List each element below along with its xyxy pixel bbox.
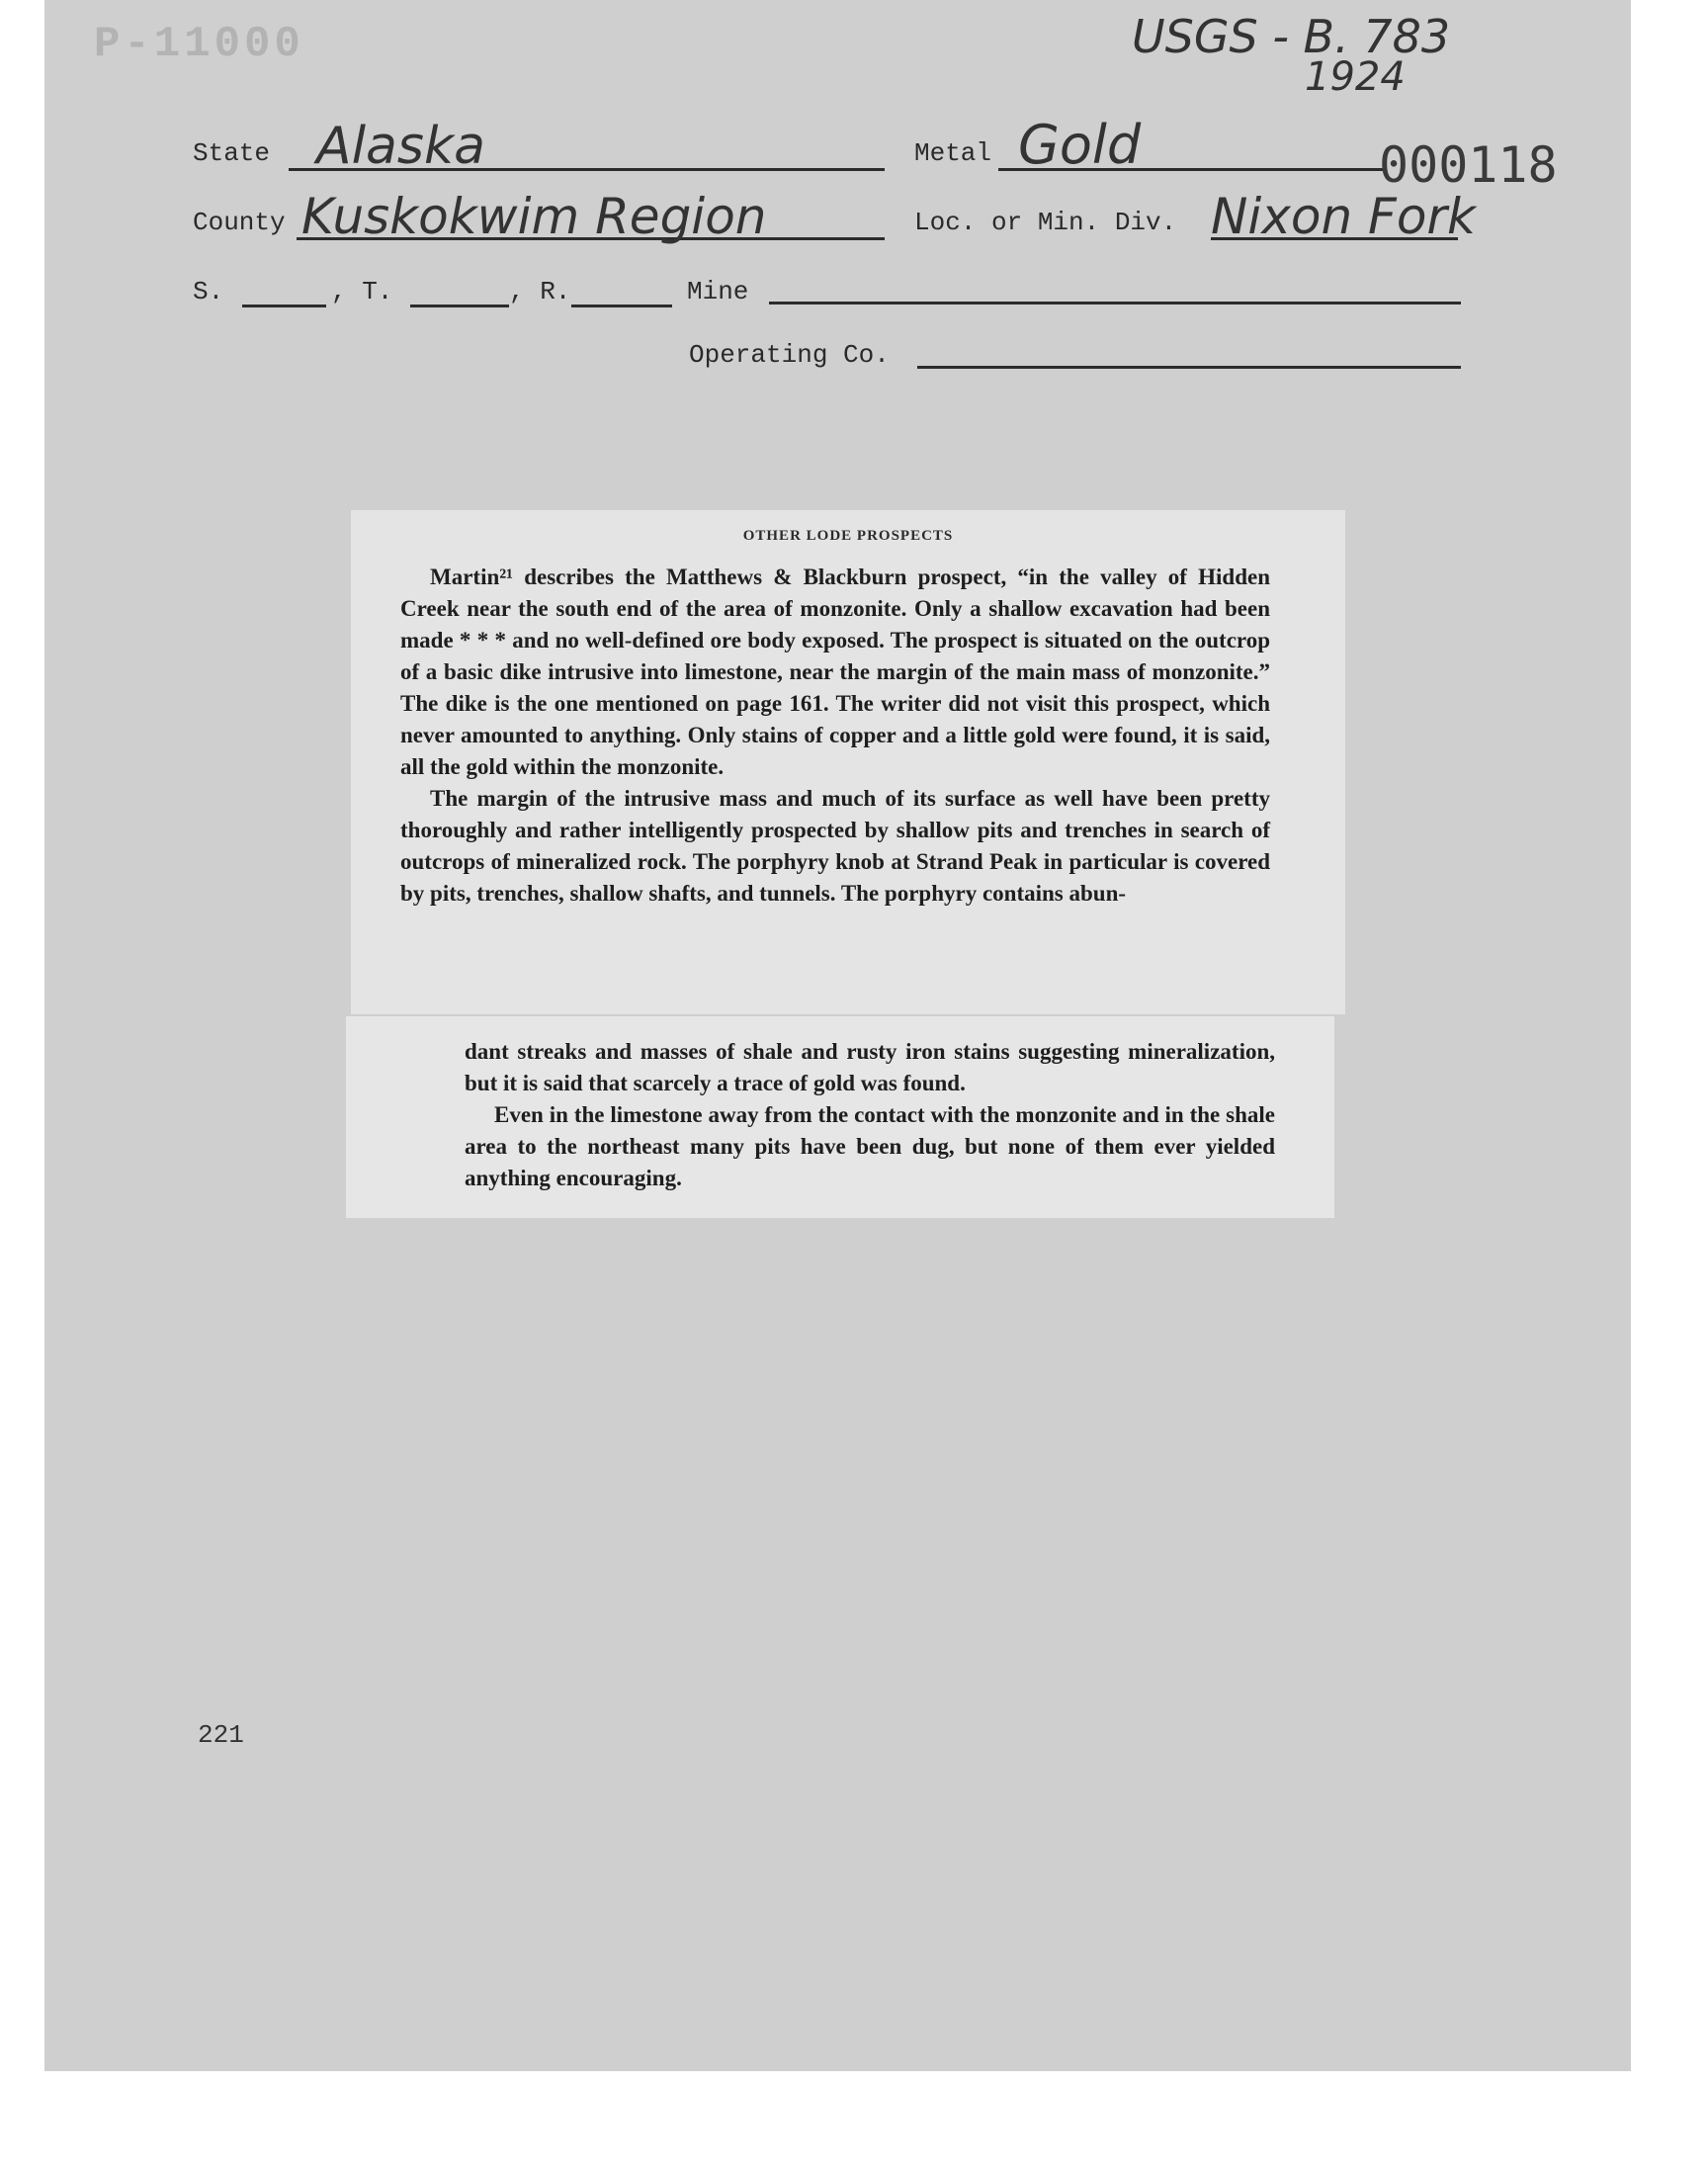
clipping-upper [351, 510, 1345, 1014]
metal-label: Metal [914, 138, 992, 168]
paragraph-1: Martin²¹ describes the Matthews & Blackburn prospect, “in the valley of Hidden Creek near the south end of the area of monzonite. Only a shallow excavation had been made * * * and no well-defined ore body exposed. The prospect is situated on the outcrop of a basic dike intrusive into limestone, near the margin of the main mass of monzonite.” The dike is the one mentioned on page 161. The writer did not visit this prospect, which never amounted to anything. Only stains of copper and a little gold were found, it is said, all the gold within the monzonite. [400, 565, 1270, 779]
stamp-number: P-11000 [94, 20, 304, 69]
county-label: County [193, 208, 286, 237]
clipping-text-upper [400, 562, 1270, 910]
operating-co-label: Operating Co. [689, 340, 890, 370]
paragraph-4: Even in the limestone away from the contact with the monzonite and in the shale area to the northeast many pits have been dug, but none of them ever yielded anything encouraging. [465, 1102, 1275, 1190]
state-value: Alaska [316, 117, 485, 176]
paragraph-2: The margin of the intrusive mass and much of its surface as well have been pretty thoroughly and rather intelligently prospected by shallow pits and trenches in search of outcrops of mineralized rock. The porphyry knob at Strand Peak in particular is covered by pits, trenches, shallow shafts, and tunnels. The porphyry contains abun- [400, 786, 1270, 906]
annotation-year: 1924 [1305, 54, 1406, 100]
operating-co-line [917, 366, 1461, 369]
location-value: Nixon Fork [1211, 188, 1476, 245]
clipping-text-lower [465, 1036, 1275, 1194]
metal-value: Gold [1018, 114, 1142, 176]
township-label: , T. [331, 277, 393, 306]
range-line [571, 304, 672, 307]
mine-label: Mine [687, 277, 749, 306]
section-label: S. [193, 277, 224, 306]
paragraph-3: dant streaks and masses of shale and rusty iron stains suggesting mineralization, but it is said that scarcely a trace of gold was found. [465, 1039, 1275, 1095]
range-label: , R. [509, 277, 571, 306]
annotation-source: USGS - B. 783 [1132, 10, 1451, 63]
section-line [242, 304, 326, 307]
clipping-heading: OTHER LODE PROSPECTS [742, 528, 954, 544]
mine-line [769, 302, 1461, 304]
clipping-lower [346, 1016, 1334, 1218]
document-number: 000118 [1379, 136, 1558, 194]
state-label: State [193, 138, 271, 168]
location-label: Loc. or Min. Div. [914, 208, 1177, 237]
county-value: Kuskokwim Region [301, 188, 767, 245]
township-line [410, 304, 509, 307]
page-number: 221 [198, 1720, 244, 1750]
